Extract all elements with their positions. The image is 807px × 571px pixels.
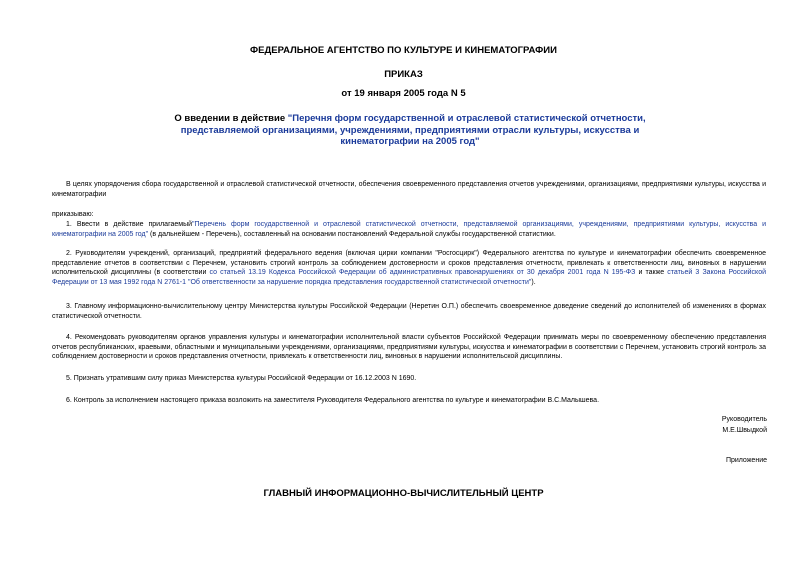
- doc-type-heading: ПРИКАЗ: [384, 69, 423, 80]
- p2-link-2[interactable]: статьей 3 Закона Российской Федерации от 13 мая 1992 года N 2761-1 "Об ответственности за нарушение порядка представления государственной статистической отчетности": [52, 269, 767, 286]
- p1-text-b: (в дальнейшем - Перечень), составленный на основании постановлений Федеральной службы государственной статистики.: [148, 230, 556, 238]
- p2-text-a: 2. Руководителям учреждений, организаций, предприятий федерального ведения (включая цирки компании "Росгосцирк") Федерального агентства по культуре и кинематографии обеспечить своевременное представление отчетов в соответствии с Перечнем, установить строгий контроль за соблюдением достоверности и сроков представления отчетности, привлекать к ответственности лиц, виновных в нарушении исполнительской дисциплины (в соответствии: [52, 250, 766, 276]
- intro-paragraph: В целях упорядочения сбора государственной и отраслевой статистической отчетности, обеспечения своевременного представления отчетов учреждениями, организациями, предприятиями культуры, искусства и кинематографии: [52, 181, 766, 198]
- p2-text-c: ).: [531, 278, 536, 286]
- signature-role: Руководитель: [721, 416, 767, 423]
- title-prefix: О введении в действие: [174, 113, 288, 124]
- paragraph-4: 4. Рекомендовать руководителям органов управления культуры и кинематографии исполнительной власти субъектов Российской Федерации принимать меры по своевременному обеспечению представления отчетов республиканских, краевыми, областными и муниципальными учреждениями, организациями, предприятиями культуры, искусства и кинематографии в соответствии с Перечнем, установить строгий контроль за соблюдением достоверности и сроков представления отчетности, привлекать к ответственности лиц, виновных в нарушении исполнительской дисциплины.: [52, 334, 766, 360]
- paragraph-3: 3. Главному информационно-вычислительному центру Министерства культуры Российской Федерации (Неретин О.П.) обеспечить своевременное доведение сведений до исполнителей об изменениях в формах статистической отчетности.: [52, 303, 766, 320]
- paragraph-1: [52, 220, 766, 239]
- title-link[interactable]: "Перечня форм государственной и отраслевой статистической отчетности, представляемой организациями, учреждениями, предприятиями отрасли культуры, искусства и кинематографии на 2005 год": [180, 113, 646, 147]
- paragraph-6: 6. Контроль за исполнением настоящего приказа возложить на заместителя Руководителя Федерального агентства по культуре и кинематографии В.С.Малышева.: [66, 397, 600, 404]
- date-line: от 19 января 2005 года N 5: [341, 88, 466, 99]
- p1-text-a: 1. Ввести в действие прилагаемый: [66, 221, 193, 228]
- paragraph-2: [52, 249, 766, 287]
- footer-heading: ГЛАВНЫЙ ИНФОРМАЦИОННО-ВЫЧИСЛИТЕЛЬНЫЙ ЦЕНТР: [263, 488, 544, 499]
- p2-text-b: и также: [635, 269, 668, 276]
- signature-block: [722, 414, 767, 436]
- p2-link-1[interactable]: со статьей 13.19 Кодекса Российской Федерации об административных правонарушениях от 30 декабря 2001 года N 195-ФЗ: [209, 269, 636, 276]
- agency-heading: ФЕДЕРАЛЬНОЕ АГЕНТСТВО ПО КУЛЬТУРЕ И КИНЕМАТОГРАФИИ: [250, 45, 557, 56]
- order-word: приказываю:: [52, 211, 94, 218]
- signature-name: М.Е.Швыдкой: [722, 427, 767, 434]
- order-title: [150, 113, 670, 148]
- paragraph-5: 5. Признать утратившим силу приказ Министерства культуры Российской Федерации от 16.12.2003 N 1690.: [66, 375, 417, 382]
- appendix-label: Приложение: [725, 457, 767, 464]
- p1-link[interactable]: "Перечень форм государственной и отраслевой статистической отчетности, представляемой организациями, учреждениями, предприятиями культуры, искусства и кинематографии на 2005 год": [52, 221, 766, 238]
